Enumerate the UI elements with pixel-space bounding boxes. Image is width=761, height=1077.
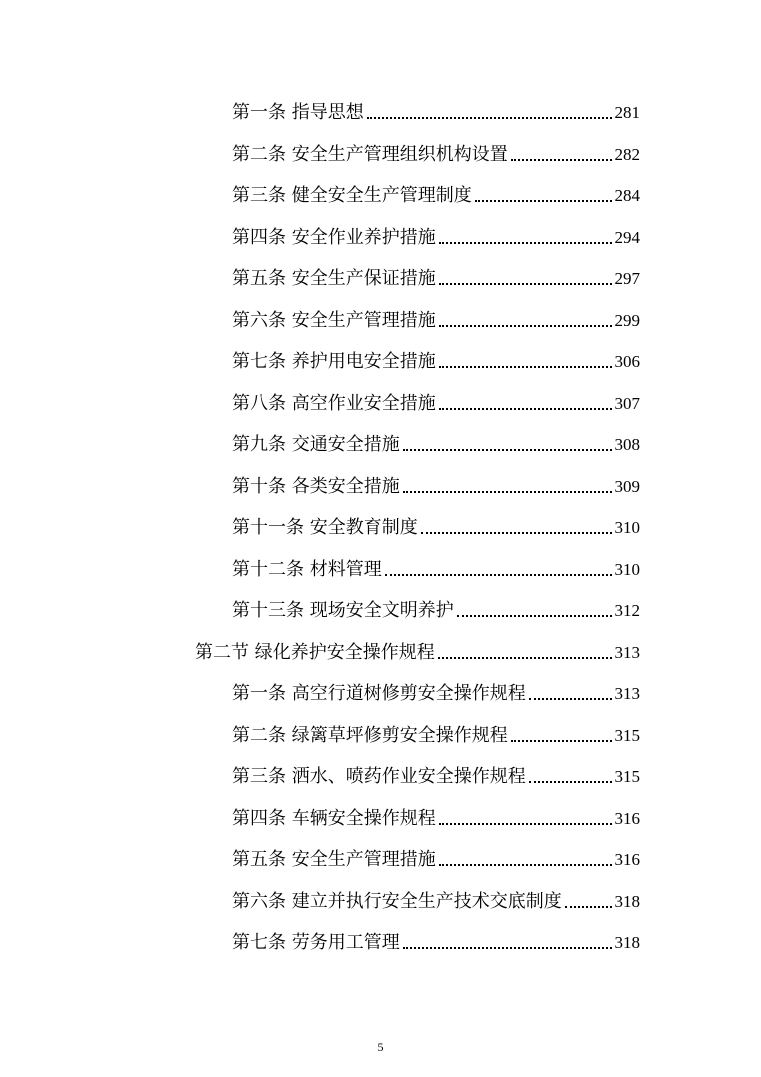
toc-leader-dots <box>421 532 612 534</box>
toc-entry-title: 第五条 安全生产保证措施 <box>232 268 436 289</box>
toc-leader-dots <box>403 491 612 493</box>
toc-entry[interactable] <box>232 260 640 290</box>
toc-entry-title: 第十条 各类安全措施 <box>232 476 400 497</box>
toc-leader-dots <box>457 615 612 617</box>
toc-entry-title: 第三条 洒水、喷药作业安全操作规程 <box>232 766 526 787</box>
toc-entry-page: 313 <box>614 643 640 662</box>
toc-entry[interactable] <box>232 343 640 373</box>
toc-entry[interactable] <box>232 592 640 622</box>
toc-leader-dots <box>439 408 612 410</box>
toc-entry-page: 316 <box>614 850 640 869</box>
toc-leader-dots <box>439 823 612 825</box>
toc-leader-dots <box>529 781 612 783</box>
toc-entry-title: 第十二条 材料管理 <box>232 559 382 580</box>
toc-entry-page: 308 <box>614 435 640 454</box>
toc-entry-title: 第六条 建立并执行安全生产技术交底制度 <box>232 891 562 912</box>
toc-entry-page: 315 <box>614 726 640 745</box>
toc-entry-title: 第四条 车辆安全操作规程 <box>232 808 436 829</box>
toc-entry-page: 281 <box>614 103 640 122</box>
toc-entry-page: 306 <box>614 352 640 371</box>
toc-leader-dots <box>475 200 612 202</box>
toc-entry[interactable] <box>232 136 640 166</box>
toc-entry-title: 第八条 高空作业安全措施 <box>232 393 436 414</box>
toc-leader-dots <box>529 698 612 700</box>
toc-entry-title: 第四条 安全作业养护措施 <box>232 227 436 248</box>
toc-entry-title: 第七条 劳务用工管理 <box>232 932 400 953</box>
toc-entry-page: 294 <box>614 228 640 247</box>
toc-leader-dots <box>385 574 612 576</box>
toc-entry-page: 310 <box>614 518 640 537</box>
toc-entry-page: 318 <box>614 933 640 952</box>
toc-entry[interactable] <box>232 924 640 954</box>
toc-entry-page: 313 <box>614 684 640 703</box>
toc-entry-title: 第二条 安全生产管理组织机构设置 <box>232 144 508 165</box>
toc-entry-title: 第九条 交通安全措施 <box>232 434 400 455</box>
toc-entry[interactable] <box>232 468 640 498</box>
toc-entry-title: 第一条 高空行道树修剪安全操作规程 <box>232 683 526 704</box>
toc-entry-page: 299 <box>614 311 640 330</box>
toc-entry[interactable] <box>232 841 640 871</box>
page-number: 5 <box>377 1040 384 1054</box>
toc-entry[interactable] <box>232 509 640 539</box>
toc-entry[interactable] <box>232 551 640 581</box>
toc-entry-title: 第三条 健全安全生产管理制度 <box>232 185 472 206</box>
toc-entry-title: 第二条 绿篱草坪修剪安全操作规程 <box>232 725 508 746</box>
toc-leader-dots <box>367 117 612 119</box>
toc-entry[interactable] <box>232 717 640 747</box>
toc-leader-dots <box>439 366 612 368</box>
toc-entry[interactable] <box>232 385 640 415</box>
toc-entry[interactable] <box>232 219 640 249</box>
toc-leader-dots <box>439 864 612 866</box>
toc-entry-title: 第十三条 现场安全文明养护 <box>232 600 454 621</box>
toc-entry-title: 第六条 安全生产管理措施 <box>232 310 436 331</box>
toc-entry-page: 310 <box>614 560 640 579</box>
toc-leader-dots <box>439 283 612 285</box>
toc-section-entry[interactable] <box>195 634 640 664</box>
toc-entry-page: 312 <box>614 601 640 620</box>
toc-leader-dots <box>403 947 612 949</box>
toc-entry[interactable] <box>232 426 640 456</box>
toc-entry-title: 第二节 绿化养护安全操作规程 <box>195 642 435 663</box>
toc-leader-dots <box>511 740 612 742</box>
toc-entry-page: 282 <box>614 145 640 164</box>
toc-entry-page: 307 <box>614 394 640 413</box>
toc-leader-dots <box>439 325 612 327</box>
toc-leader-dots <box>565 906 612 908</box>
toc-entry-page: 309 <box>614 477 640 496</box>
toc-entry[interactable] <box>232 177 640 207</box>
toc-entry-title: 第一条 指导思想 <box>232 102 364 123</box>
toc-entry[interactable] <box>232 94 640 124</box>
toc-entry[interactable] <box>232 675 640 705</box>
toc-entry-page: 297 <box>614 269 640 288</box>
toc-entry-title: 第七条 养护用电安全措施 <box>232 351 436 372</box>
toc-leader-dots <box>439 242 612 244</box>
toc-leader-dots <box>511 159 612 161</box>
toc-entry[interactable] <box>232 758 640 788</box>
toc-entry[interactable] <box>232 302 640 332</box>
toc-entry-page: 284 <box>614 186 640 205</box>
toc-entry-page: 318 <box>614 892 640 911</box>
toc-entry-page: 316 <box>614 809 640 828</box>
toc-entry-title: 第五条 安全生产管理措施 <box>232 849 436 870</box>
toc-entry-title: 第十一条 安全教育制度 <box>232 517 418 538</box>
toc-entry[interactable] <box>232 883 640 913</box>
toc-entry[interactable] <box>232 800 640 830</box>
toc-leader-dots <box>438 657 612 659</box>
toc-entry-page: 315 <box>614 767 640 786</box>
toc-leader-dots <box>403 449 612 451</box>
